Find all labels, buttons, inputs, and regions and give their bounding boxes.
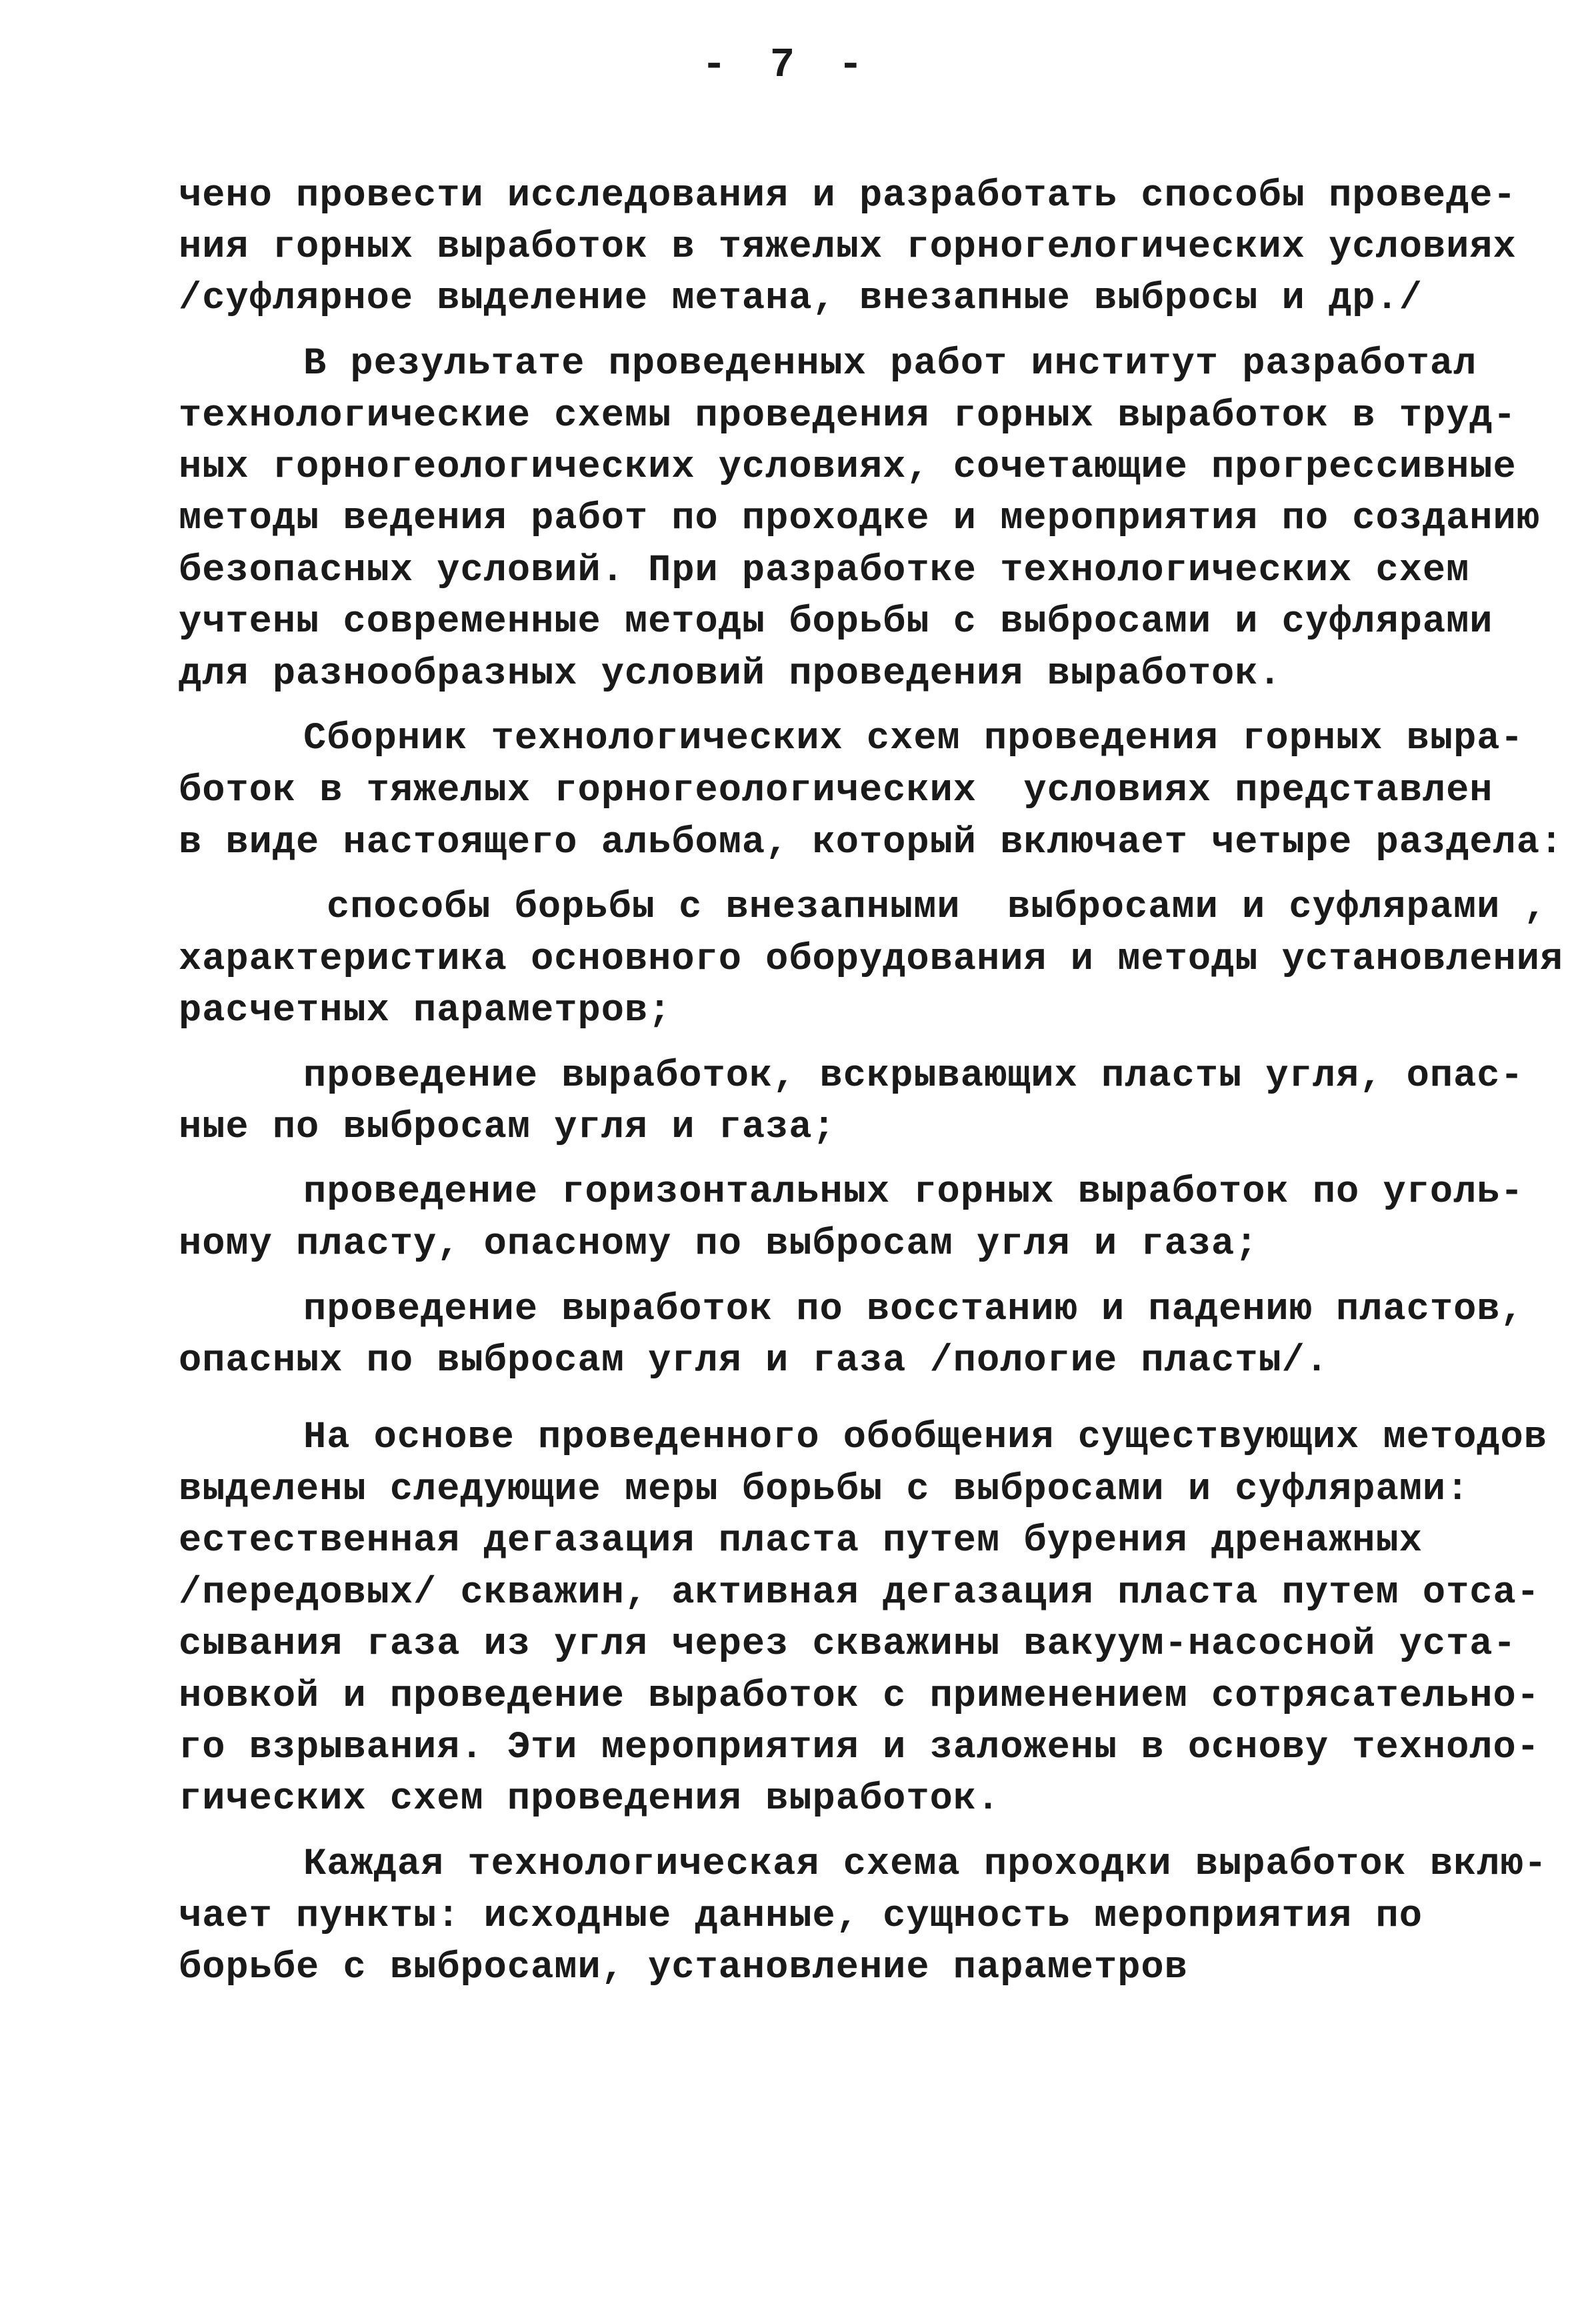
text-line: борьбе с выбросами, установление параметров — [179, 1947, 1188, 1989]
text-line: характеристика основного оборудования и методы установления — [179, 938, 1564, 981]
text-line: ных горногеологических условиях, сочетающие прогрессивные — [179, 446, 1517, 489]
text-line: методы ведения работ по проходке и мероприятия по созданию — [179, 497, 1540, 540]
text-line: Каждая технологическая схема проходки выработок вклю- — [303, 1843, 1547, 1886]
text-line: в виде настоящего альбома, который включает четыре раздела: — [179, 822, 1564, 864]
text-line: го взрывания. Эти мероприятия и заложены в основу техноло- — [179, 1726, 1540, 1769]
text-line: чено провести исследования и разработать способы проведе- — [179, 175, 1517, 217]
text-line: /передовых/ скважин, активная дегазация пласта путем отса- — [179, 1572, 1540, 1614]
text-line: естественная дегазация пласта путем бурения дренажных — [179, 1520, 1423, 1562]
text-line: проведение выработок по восстанию и падению пластов, — [303, 1288, 1524, 1331]
text-line: ния горных выработок в тяжелых горногелогических условиях — [179, 226, 1517, 269]
text-line: ные по выбросам угля и газа; — [179, 1106, 836, 1149]
page-number: - 7 - — [701, 41, 873, 89]
text-line: На основе проведенного обобщения существующих методов — [303, 1416, 1547, 1459]
text-line: Сборник технологических схем проведения горных выра- — [303, 718, 1524, 760]
text-line: способы борьбы с внезапными выбросами и суфлярами , — [327, 886, 1547, 929]
text-line: проведение горизонтальных горных выработок по уголь- — [303, 1171, 1524, 1214]
text-line: учтены современные методы борьбы с выбросами и суфлярами — [179, 601, 1493, 644]
text-line: проведение выработок, вскрывающих пласты угля, опас- — [303, 1055, 1524, 1098]
text-line: выделены следующие меры борьбы с выбросами и суфлярами: — [179, 1468, 1470, 1511]
text-line: для разнообразных условий проведения выработок. — [179, 653, 1282, 696]
text-line: /суфлярное выделение метана, внезапные выбросы и др./ — [179, 277, 1423, 320]
text-line: расчетных параметров; — [179, 990, 672, 1032]
text-line: боток в тяжелых горногеологических условиях представлен — [179, 770, 1493, 812]
text-line: новкой и проведение выработок с применением сотрясательно- — [179, 1675, 1540, 1718]
text-line: опасных по выбросам угля и газа /пологие пласты/. — [179, 1340, 1329, 1382]
text-line: безопасных условий. При разработке технологических схем — [179, 549, 1470, 592]
text-line: технологические схемы проведения горных выработок в труд- — [179, 395, 1517, 437]
text-line: ному пласту, опасному по выбросам угля и газа; — [179, 1223, 1259, 1266]
text-line: сывания газа из угля через скважины вакуум-насосной уста- — [179, 1623, 1517, 1666]
text-line: гических схем проведения выработок. — [179, 1778, 1001, 1821]
text-line: чает пункты: исходные данные, сущность мероприятия по — [179, 1895, 1423, 1938]
text-line: В результате проведенных работ институт разработал — [303, 343, 1477, 385]
